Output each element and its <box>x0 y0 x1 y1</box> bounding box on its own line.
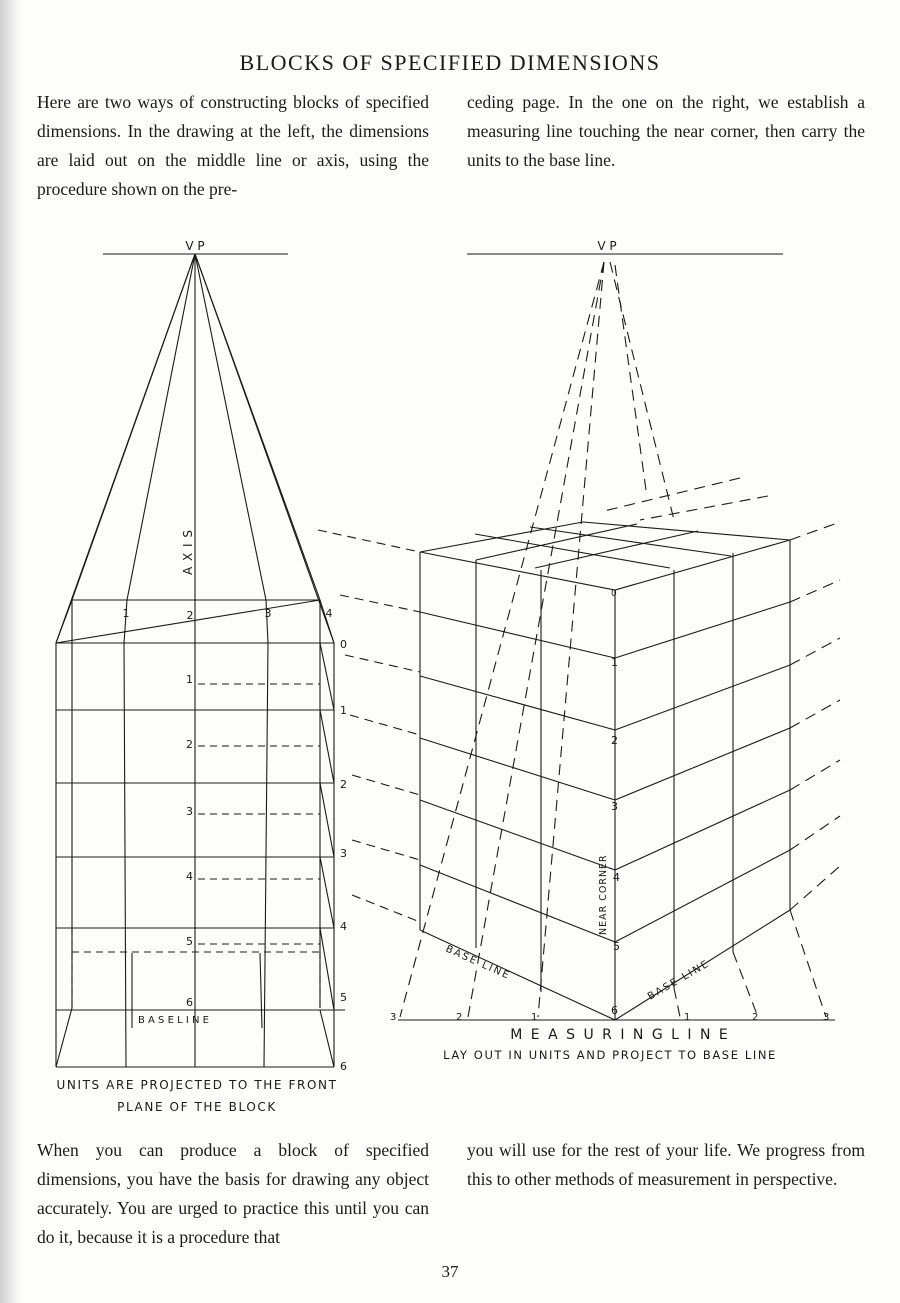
left-axis-mark: 4 <box>186 870 193 883</box>
corner-mark: 2 <box>611 734 618 747</box>
measuring-mark: 3 <box>823 1012 830 1023</box>
corner-mark: 4 <box>613 871 620 884</box>
corner-mark: 3 <box>611 800 618 813</box>
left-side-mark: 1 <box>340 704 347 717</box>
left-axis-mark: 3 <box>186 805 193 818</box>
intro-paragraph-left: Here are two ways of constructing blocks of specified dimensions. In the drawing at the left, the dimensions are laid out on the middle line or axis, using the procedure shown on the pre- <box>37 92 429 199</box>
left-axis-mark: 6 <box>186 996 193 1009</box>
base-line-left-label: BASE LINE <box>443 943 513 983</box>
left-side-mark: 0 <box>340 638 347 651</box>
corner-mark: 6 <box>611 1004 618 1017</box>
measuring-mark: 1 <box>684 1012 691 1023</box>
measuring-mark: 1 <box>531 1012 538 1023</box>
right-vp-label: V P <box>597 239 617 253</box>
connector-dashes <box>318 530 420 922</box>
left-caption-line-2: PLANE OF THE BLOCK <box>117 1100 277 1114</box>
page-number: 37 <box>441 1262 459 1281</box>
left-base-line-label: B A S E L I N E <box>138 1015 209 1026</box>
left-caption-line-1: UNITS ARE PROJECTED TO THE FRONT <box>56 1078 338 1092</box>
intro-paragraph-right: ceding page. In the one on the right, we establish a measuring line touching the near corner, then carry the units to the base line. <box>467 92 865 170</box>
measuring-line-instruction: LAY OUT IN UNITS AND PROJECT TO BASE LINE <box>443 1048 777 1062</box>
left-axis-mark: 1 <box>186 673 193 686</box>
left-top-mark: 2 <box>186 609 194 622</box>
page-title: BLOCKS OF SPECIFIED DIMENSIONS <box>239 50 661 75</box>
left-top-mark: 1 <box>122 607 130 620</box>
left-side-mark: 5 <box>340 991 347 1004</box>
left-axis-mark: 5 <box>186 935 193 948</box>
left-side-mark: 4 <box>340 920 347 933</box>
measuring-mark: 3 <box>390 1012 397 1023</box>
near-corner-label: NEAR CORNER <box>598 854 609 935</box>
left-side-mark: 2 <box>340 778 347 791</box>
left-axis-mark: 2 <box>186 738 193 751</box>
left-block-dashed-projections <box>72 684 320 1008</box>
base-line-right-label: BASE LINE <box>646 958 713 1003</box>
corner-mark: 0 <box>611 589 617 599</box>
measuring-line-label: M E A S U R I N G L I N E <box>510 1027 730 1043</box>
measuring-mark: 2 <box>456 1012 463 1023</box>
right-block-drawing <box>398 254 835 1020</box>
corner-mark: 1 <box>611 656 618 669</box>
outro-paragraph-left: When you can produce a block of specified dimensions, you have the basis for drawing any object accurately. You are urged to practice this until you can do it, because it is a procedure that <box>37 1140 429 1247</box>
corner-mark: 5 <box>613 940 620 953</box>
outro-paragraph-right: you will use for the rest of your life. We progress from this to other methods of measurement in perspective. <box>467 1140 865 1189</box>
left-vp-label: V P <box>185 239 205 253</box>
right-block-dashed-projections <box>400 262 840 1017</box>
left-block-drawing <box>56 254 345 1067</box>
measuring-mark: 2 <box>752 1012 759 1023</box>
left-top-mark: 4 <box>325 607 333 620</box>
left-top-mark: 3 <box>264 607 272 620</box>
axis-label: A X I S <box>181 528 195 575</box>
left-side-mark: 3 <box>340 847 347 860</box>
left-side-mark: 6 <box>340 1060 347 1073</box>
